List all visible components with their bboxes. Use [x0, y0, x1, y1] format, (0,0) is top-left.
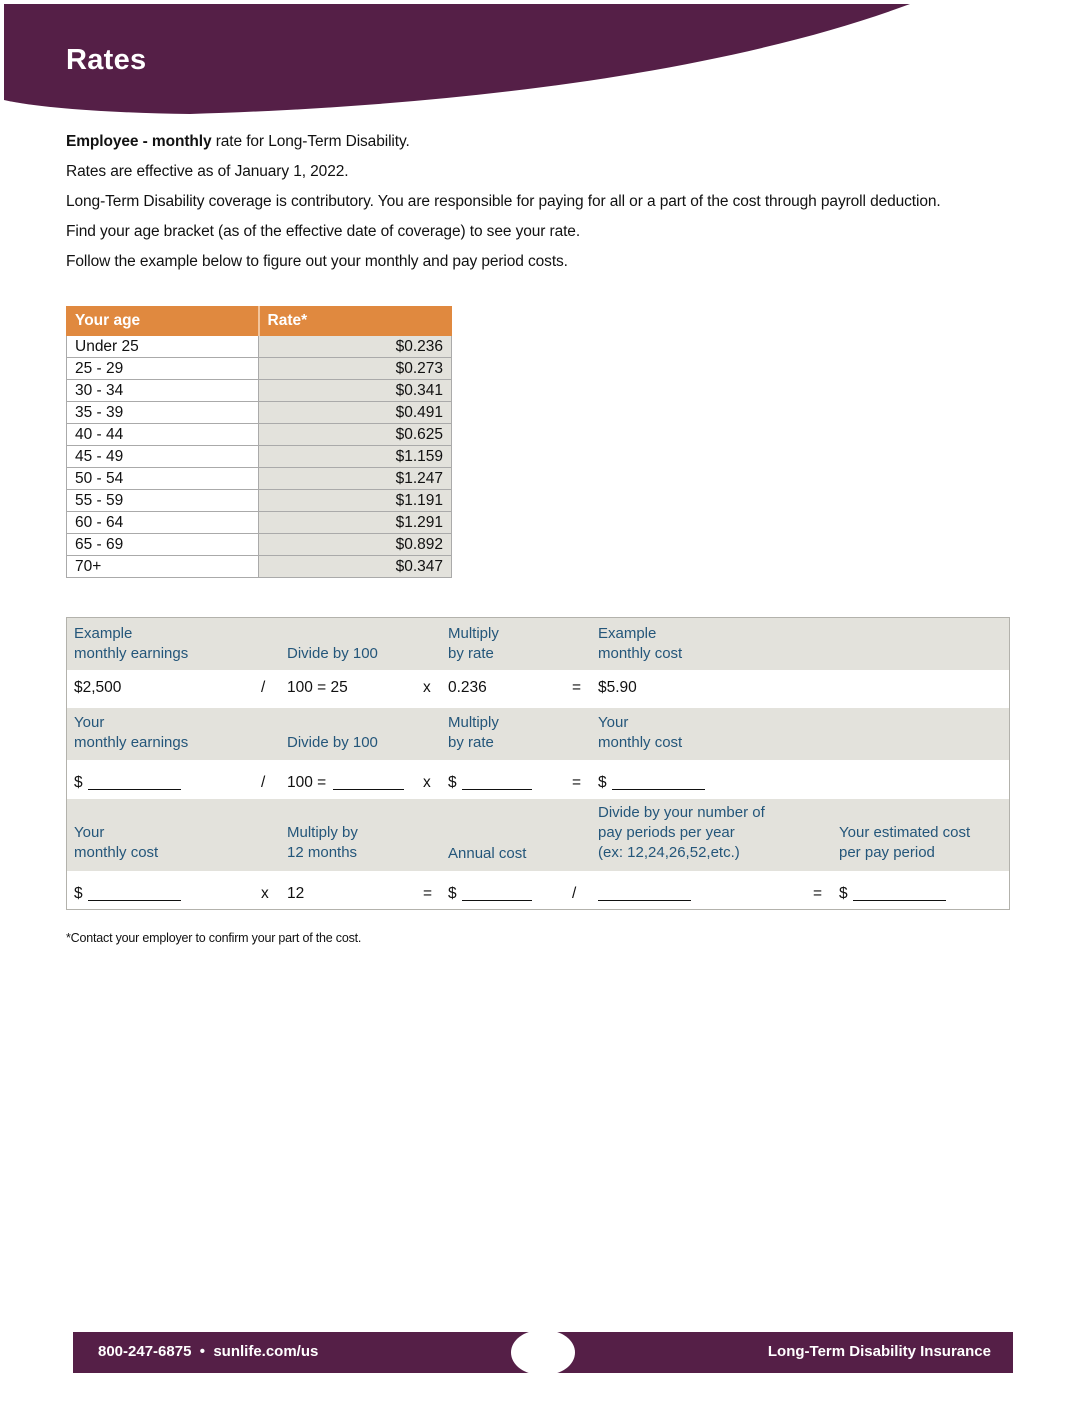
- rate-cell: $0.236: [259, 336, 452, 358]
- table-row: [67, 402, 452, 424]
- label-line: Example: [74, 625, 133, 642]
- rates-table-header: [67, 307, 452, 336]
- intro-line-3: Long-Term Disability coverage is contributory. You are responsible for paying for all or a part of the cost through payroll deduction.: [66, 193, 941, 210]
- rate-cell: $1.159: [259, 446, 452, 468]
- rate-cell: $0.341: [259, 380, 452, 402]
- label-line: Your estimated cost: [839, 824, 971, 841]
- label-line: Your: [74, 824, 105, 841]
- label-line: Example: [598, 625, 657, 642]
- your-cost-blank[interactable]: [612, 789, 705, 790]
- intro-text: [66, 130, 1046, 280]
- example-earnings-label: [74, 624, 188, 664]
- table-row: [67, 468, 452, 490]
- column-header-rate: Rate*: [259, 307, 452, 336]
- age-cell: Under 25: [67, 336, 259, 358]
- intro-line-1-rest: rate for Long-Term Disability.: [211, 133, 410, 150]
- label-line: monthly cost: [598, 645, 683, 662]
- rate-cell: $1.191: [259, 490, 452, 512]
- multiply-months-label: [287, 823, 358, 863]
- rate-cell: $1.291: [259, 512, 452, 534]
- example-cost-label: [598, 624, 682, 664]
- label-line: Multiply: [448, 625, 499, 642]
- annual-monthly-cost-dollar: $: [74, 885, 83, 902]
- table-row: [67, 358, 452, 380]
- table-row: [67, 424, 452, 446]
- rates-table: [66, 306, 452, 578]
- label-line: monthly earnings: [74, 734, 189, 751]
- age-cell: 70+: [67, 556, 259, 578]
- equals-operator: =: [423, 885, 433, 902]
- label-line: Divide by your number of: [598, 804, 765, 821]
- divide-operator: /: [261, 679, 266, 696]
- label-line: monthly earnings: [74, 645, 189, 662]
- your-cost-label: [598, 713, 682, 753]
- example-divide-label: Divide by 100: [287, 645, 378, 662]
- example-cost-value: $5.90: [598, 679, 637, 696]
- column-header-age: Your age: [67, 307, 259, 336]
- footer: [73, 1332, 1013, 1373]
- rate-cell: $1.247: [259, 468, 452, 490]
- your-earnings-dollar: $: [74, 774, 83, 791]
- age-cell: 50 - 54: [67, 468, 259, 490]
- your-rate-dollar: $: [448, 774, 457, 791]
- example-rate-value: 0.236: [448, 679, 487, 696]
- intro-line-5: Follow the example below to figure out your monthly and pay period costs.: [66, 253, 568, 270]
- label-line: (ex: 12,24,26,52,etc.): [598, 844, 740, 861]
- rate-cell: $0.491: [259, 402, 452, 424]
- annual-cost-label: Annual cost: [448, 845, 527, 862]
- example-earnings-value: $2,500: [74, 679, 122, 696]
- table-row: [67, 380, 452, 402]
- table-row: [67, 512, 452, 534]
- label-line: pay periods per year: [598, 824, 735, 841]
- label-line: by rate: [448, 734, 494, 751]
- label-line: by rate: [448, 645, 494, 662]
- age-cell: 55 - 59: [67, 490, 259, 512]
- table-row: [67, 556, 452, 578]
- your-header-band: [67, 708, 1009, 760]
- label-line: monthly cost: [74, 844, 159, 861]
- pay-periods-blank[interactable]: [598, 900, 691, 901]
- equals-operator: =: [572, 679, 582, 696]
- table-row: [67, 446, 452, 468]
- header-banner: [0, 0, 1088, 120]
- your-divide-blank[interactable]: [333, 789, 404, 790]
- your-divide-value: 100 =: [287, 774, 327, 791]
- estimated-cost-dollar: $: [839, 885, 848, 902]
- your-rate-blank[interactable]: [462, 789, 532, 790]
- multiply-operator: x: [423, 774, 431, 791]
- annual-cost-dollar: $: [448, 885, 457, 902]
- label-line: Multiply: [448, 714, 499, 731]
- age-cell: 40 - 44: [67, 424, 259, 446]
- annual-monthly-cost-blank[interactable]: [88, 900, 181, 901]
- your-earnings-blank[interactable]: [88, 789, 181, 790]
- footnote: *Contact your employer to confirm your part of the cost.: [66, 931, 362, 945]
- multiply-operator: x: [423, 679, 431, 696]
- your-divide-label: Divide by 100: [287, 734, 378, 751]
- intro-line-4: Find your age bracket (as of the effective date of coverage) to see your rate.: [66, 223, 581, 240]
- equals-operator: =: [813, 885, 823, 902]
- your-earnings-label: [74, 713, 188, 753]
- rate-cell: $0.273: [259, 358, 452, 380]
- intro-line-1-bold: Employee - monthly: [66, 133, 212, 150]
- footer-product: Long-Term Disability Insurance: [767, 1343, 991, 1360]
- rate-cell: $0.625: [259, 424, 452, 446]
- table-row: [67, 534, 452, 556]
- label-line: per pay period: [839, 844, 935, 861]
- example-header-band: [67, 618, 1009, 670]
- footer-contact: 800-247-6875 • sunlife.com/us: [98, 1343, 319, 1360]
- intro-line-2: Rates are effective as of January 1, 2022.: [66, 163, 349, 180]
- label-line: Multiply by: [287, 824, 358, 841]
- table-row: [67, 336, 452, 358]
- age-cell: 35 - 39: [67, 402, 259, 424]
- table-row: [67, 490, 452, 512]
- annual-monthly-cost-label: [74, 823, 158, 863]
- annual-cost-blank[interactable]: [462, 900, 532, 901]
- example-multiply-label: [448, 624, 499, 664]
- label-line: Your: [598, 714, 629, 731]
- example-divide-value: 100 = 25: [287, 679, 348, 696]
- label-line: monthly cost: [598, 734, 683, 751]
- label-line: Your: [74, 714, 105, 731]
- age-cell: 45 - 49: [67, 446, 259, 468]
- divide-operator: /: [261, 774, 266, 791]
- age-cell: 60 - 64: [67, 512, 259, 534]
- months-value: 12: [287, 885, 305, 902]
- pay-periods-label: [598, 803, 765, 863]
- intro-line-1: [66, 130, 1046, 160]
- label-line: 12 months: [287, 844, 358, 861]
- estimated-cost-blank[interactable]: [853, 900, 946, 901]
- your-multiply-label: [448, 713, 499, 753]
- your-cost-dollar: $: [598, 774, 607, 791]
- rate-cell: $0.892: [259, 534, 452, 556]
- multiply-operator: x: [261, 885, 269, 902]
- estimated-cost-label: [839, 823, 970, 863]
- divide-operator: /: [572, 885, 577, 902]
- equals-operator: =: [572, 774, 582, 791]
- age-cell: 30 - 34: [67, 380, 259, 402]
- rate-cell: $0.347: [259, 556, 452, 578]
- age-cell: 65 - 69: [67, 534, 259, 556]
- footer-logo-cutout: [511, 1330, 575, 1375]
- cost-worksheet: [66, 617, 1010, 910]
- page-title: Rates: [66, 44, 147, 76]
- age-cell: 25 - 29: [67, 358, 259, 380]
